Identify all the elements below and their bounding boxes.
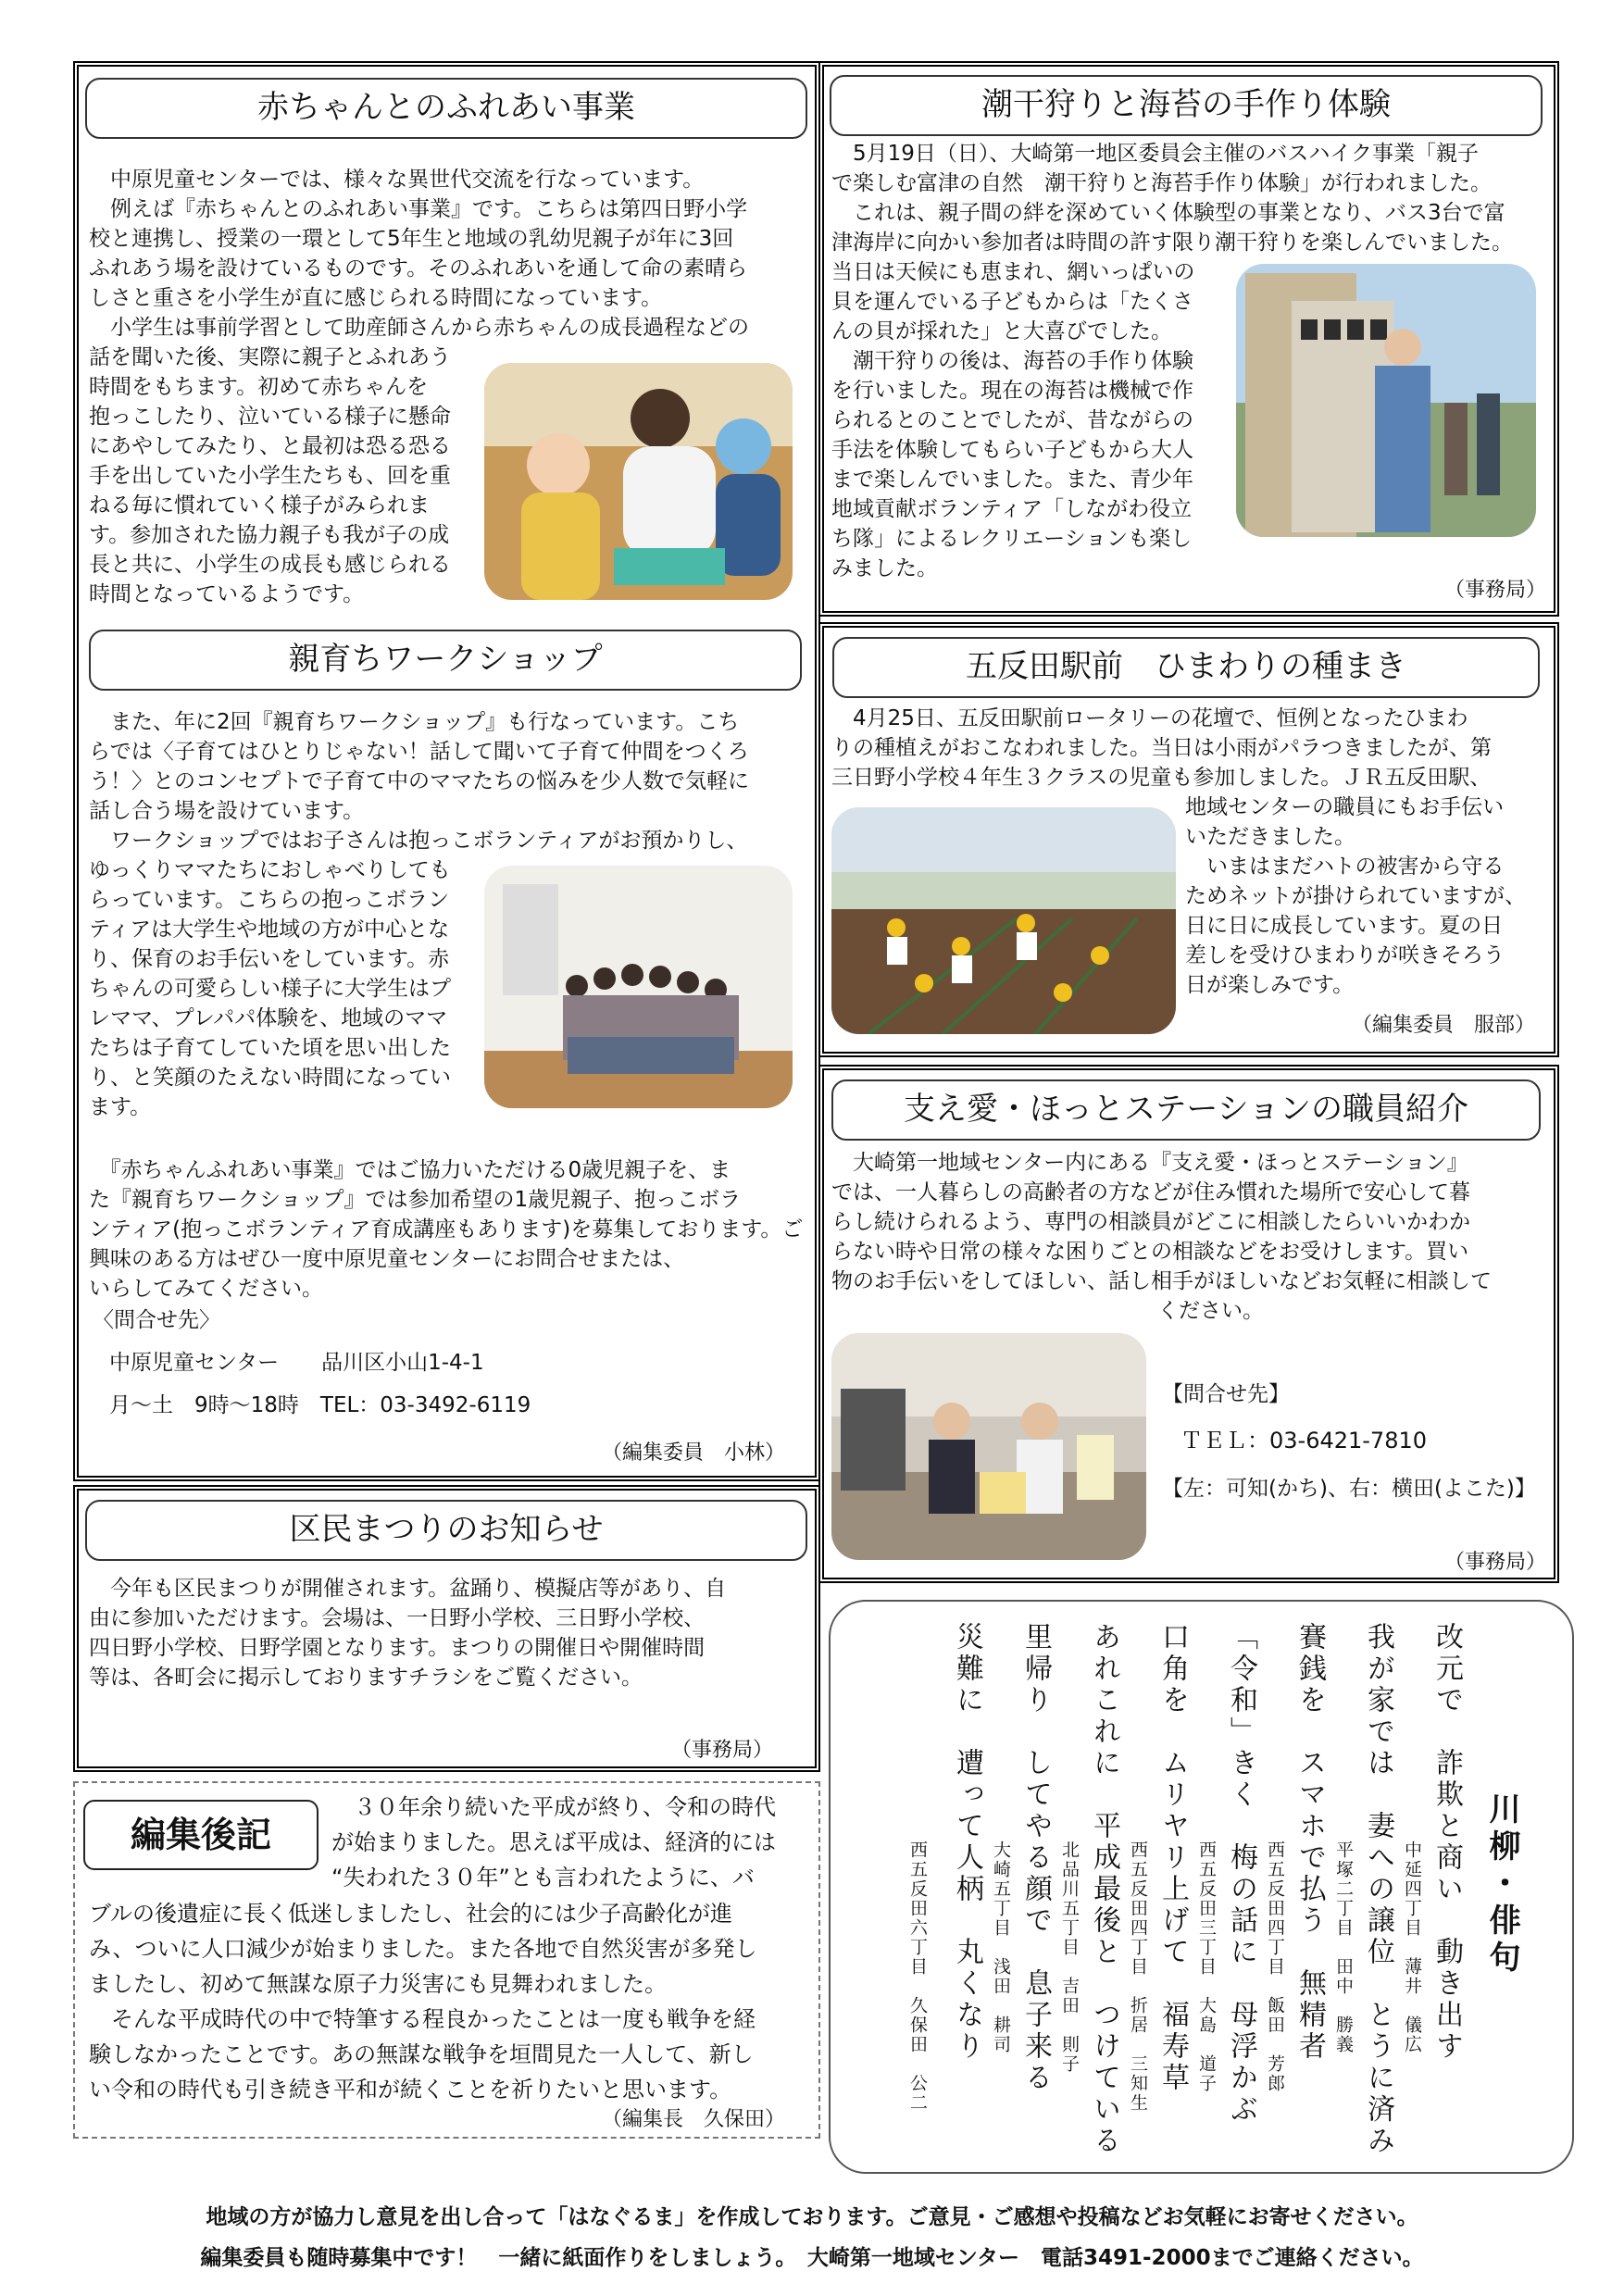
senryu-author: 平塚二丁目 田中 勝義 xyxy=(1333,1841,1354,2054)
senryu-author: 大崎五丁目 浅田 耕司 xyxy=(991,1841,1011,2054)
senryu-verse: 改元で 詐欺と商い 動き出す xyxy=(1430,1622,1463,2063)
article-text-akachan-2: 話を聞いた後、実際に親子とふれあう 時間をもちます。初めて赤ちゃんを 抱っこしたり、泣いている様子に懸命 にあやしてみたり、と最初は恐る恐る 手を出していた小学生たちも、回を重 ねる毎に慣れていく様子がみられま す。参加された協力親子も我が子の成 長と共に、小学生の成長も感じられる 時間となっているようです。 xyxy=(89,345,451,606)
article-text-station-2: ください。 xyxy=(1157,1299,1264,1323)
signature-kubota: （編集長 久保田） xyxy=(602,2108,786,2131)
article-title-oyasodachi: 親育ちワークショップ xyxy=(89,630,802,691)
article-text-oyasodachi-2: ゆっくりママたちにおしゃべりしても らっています。こちらの抱っこボラン ティアは大学生や地域の方が中心とな り、保育のお手伝いをしています。赤 ちゃんの可愛らしい様子に大学生はプ レママ、プレパパ体験を、地域のママ たちは子育てしていた頃を思い出した り、と笑顔のたえない時間になってい ます。 xyxy=(89,858,451,1119)
article-text-recruit: 『赤ちゃんふれあい事業』ではご協力いただける0歳児親子を、ま た『親育ちワークショップ』では参加希望の1歳児親子、抱っこボラ ンティア(抱っこボランティア育成講座もあります)を募集しております。ご興味のある方はぜひ一度中原児童センターにお問合せまたは、 いらしてみてください。 xyxy=(89,1158,804,1301)
article-text-shiohigari-1: 5月19日（日）、大崎第一地区委員会主催のバスハイク事業「親子 で楽しむ富津の自然 潮干狩りと海苔手作り体験」が行われました。 これは、親子間の絆を深めていく体験型の事業となり、バス3台で富 津海岸に向かい参加者は時間の許す限り潮干狩りを楽しんでいました。 xyxy=(831,142,1513,255)
senryu-verse: 口角を ムリヤリ上げて 福寿草 xyxy=(1156,1622,1189,2094)
senryu-verse: 「令和」きく 梅の話に 母浮かぶ xyxy=(1225,1622,1257,2126)
signature-hattori: （編集委員 服部） xyxy=(1352,1014,1536,1037)
article-title-shiohigari: 潮干狩りと海苔の手作り体験 xyxy=(830,75,1543,136)
senryu-author: 西五反田四丁目 折居 三知生 xyxy=(1128,1841,1148,2113)
contact-address-nakahara: 中原児童センター 品川区小山1-4-1 xyxy=(109,1351,484,1375)
article-title-akachan: 赤ちゃんとのふれあい事業 xyxy=(85,78,807,139)
senryu-verse: 我が家では 妻への譲位 とうに済み xyxy=(1362,1622,1394,2157)
article-text-shiohigari-2: 当日は天候にも恵まれ、網いっぱいの 貝を運んでいる子どもからは「たくさ んの貝が採れた」と大喜びでした。 潮干狩りの後は、海苔の手作り体験 を行いました。現在の海苔は機械で作 られるとのことでしたが、昔ながらの 手法を体験してもらい子どもから大人 まで楽しんでいました。また、青少年 地域貢献ボランティア「しながわ役立 ち隊」によるレクリエーションも楽し みました。 xyxy=(831,260,1195,580)
senryu-verse: あれこれに 平成最後と つけている xyxy=(1088,1622,1120,2157)
contact-heading-station: 【問合せ先】 xyxy=(1162,1382,1290,1406)
signature-kobayashi: （編集委員 小林） xyxy=(602,1441,786,1465)
signature-jimukyoku-1: （事務局） xyxy=(1444,579,1547,602)
kouki-title: 編集後記 xyxy=(83,1800,319,1870)
article-title-matsuri: 区民まつりのお知らせ xyxy=(85,1500,807,1561)
senryu-author: 西五反田六丁目 久保田 公二 xyxy=(907,1841,928,2113)
senryu-author: 北品川五丁目 吉田 則子 xyxy=(1059,1841,1080,2074)
photo-workshop-group xyxy=(484,866,793,1108)
article-text-oyasodachi-1: また、年に2回『親育ちワークショップ』も行なっています。こち らでは〈子育てはひとりじゃない！話して聞いて子育て仲間をつくろ う！〉とのコンセプトで子育て中のママたちの悩みを少人数で気軽に 話し合う場を設けています。 ワークショップではお子さんは抱っこボランティアがお預かりし、 xyxy=(89,710,749,853)
senryu-author: 西五反田三丁目 大島 道子 xyxy=(1196,1841,1217,2093)
contact-hours-nakahara: 月〜土 9時〜18時 TEL：03-3492-6119 xyxy=(109,1393,531,1417)
photo-baby-interaction xyxy=(484,363,793,600)
kouki-text-2: ブルの後遺症に長く低迷しましたし、社会的には少子高齢化が進 み、ついに人口減少が始まりました。また各地で自然災害が多発し ましたし、初めて無謀な原子力災害にも見舞われました。 そんな平成時代の中で特筆する程良かったことは一度も戦争を経 験しなかったことです。あの無謀な戦争を垣間見た一人して、新し い令和の時代も引き続き平和が続くことを祈りたいと思います。 xyxy=(89,1901,757,2103)
footer-line-1: 地域の方が協力し意見を出し合って「はなぐるま」を作成しております。ご意見・ご感想や投稿などお気軽にお寄せください。 xyxy=(206,2205,1418,2229)
senryu-title: 川柳・俳句 xyxy=(1483,1792,1520,1978)
signature-jimukyoku-3: （事務局） xyxy=(1444,1551,1547,1574)
senryu-author: 西五反田四丁目 飯田 芳郎 xyxy=(1265,1841,1285,2093)
article-text-himawari-1: 4月25日、五反田駅前ロータリーの花壇で、恒例となったひまわ りの種植えがおこなわれました。当日は小雨がパラつきましたが、第 三日野小学校４年生３クラスの児童も参加しました。ＪＲ五反田駅、 xyxy=(831,706,1492,790)
article-title-station: 支え愛・ほっとステーションの職員紹介 xyxy=(831,1079,1541,1141)
kouki-text-1: ３０年余り続いた平成が終り、令和の時代 が始まりました。思えば平成は、経済的には “失われた３０年”とも言われたように、バ xyxy=(331,1794,776,1890)
senryu-verse: 賽銭を スマホで払う 無精者 xyxy=(1293,1622,1326,2063)
article-text-matsuri: 今年も区民まつりが開催されます。盆踊り、模擬店等があり、自 由に参加いただけます。会場は、一日野小学校、三日野小学校、 四日野小学校、日野学園となります。まつりの開催日や開催時間 等は、各町会に掲示しておりますチラシをご覧ください。 xyxy=(89,1577,727,1690)
article-text-station-1: 大崎第一地域センター内にある『支え愛・ほっとステーション』 では、一人暮らしの高齢者の方などが住み慣れた場所で安心して暮 らし続けられるよう、専門の相談員がどこに相談したらいいかわか らない時や日常の様々な困りごとの相談などをお受けします。買い 物のお手伝いをしてほしい、話し相手がほしいなどお気軽に相談して xyxy=(831,1151,1492,1293)
article-text-akachan-1: 中原児童センターでは、様々な異世代交流を行なっています。 例えば『赤ちゃんとのふれあい事業』です。こちらは第四日野小学 校と連携し、授業の一環として5年生と地域の乳幼児親子が年に3回 ふれあう場を設けているものです。そのふれあいを通して命の素晴ら しさと重さを小学生が直に感じられる時間になっています。 小学生は事前学習として助産師さんから赤ちゃんの成長過程などの xyxy=(89,168,749,340)
photo-station-staff xyxy=(831,1333,1146,1560)
contact-heading-nakahara: 〈問合せ先〉 xyxy=(93,1308,220,1332)
senryu-verse: 里帰り してやる顔で 息子来る xyxy=(1019,1622,1052,2094)
signature-jimukyoku-2: （事務局） xyxy=(671,1739,774,1762)
photo-himawari-planting xyxy=(831,807,1176,1034)
senryu-author: 中延四丁目 薄井 儀広 xyxy=(1402,1841,1422,2054)
footer-line-2: 編集委員も随時募集中です！ 一緒に紙面作りをしましょう。 大崎第一地域センター 電話3491-2000までご連絡ください。 xyxy=(200,2246,1424,2270)
article-text-himawari-2: 地域センターの職員にもお手伝い いただきました。 いまはまだハトの被害から守る ためネットが掛けられていますが、 日に日に成長しています。夏の日 差しを受けひまわりが咲きそろう 日が楽しみです。 xyxy=(1185,795,1526,997)
staff-names: 【左：可知(かち)、右：横田(よこた)】 xyxy=(1162,1477,1536,1501)
contact-tel-station: ＴＥＬ：03-6421-7810 xyxy=(1181,1428,1428,1454)
photo-nori-making xyxy=(1236,264,1536,537)
senryu-verse: 災難に 遭って人柄 丸くなり xyxy=(951,1622,983,2063)
article-title-himawari: 五反田駅前 ひまわりの種まき xyxy=(832,637,1540,698)
